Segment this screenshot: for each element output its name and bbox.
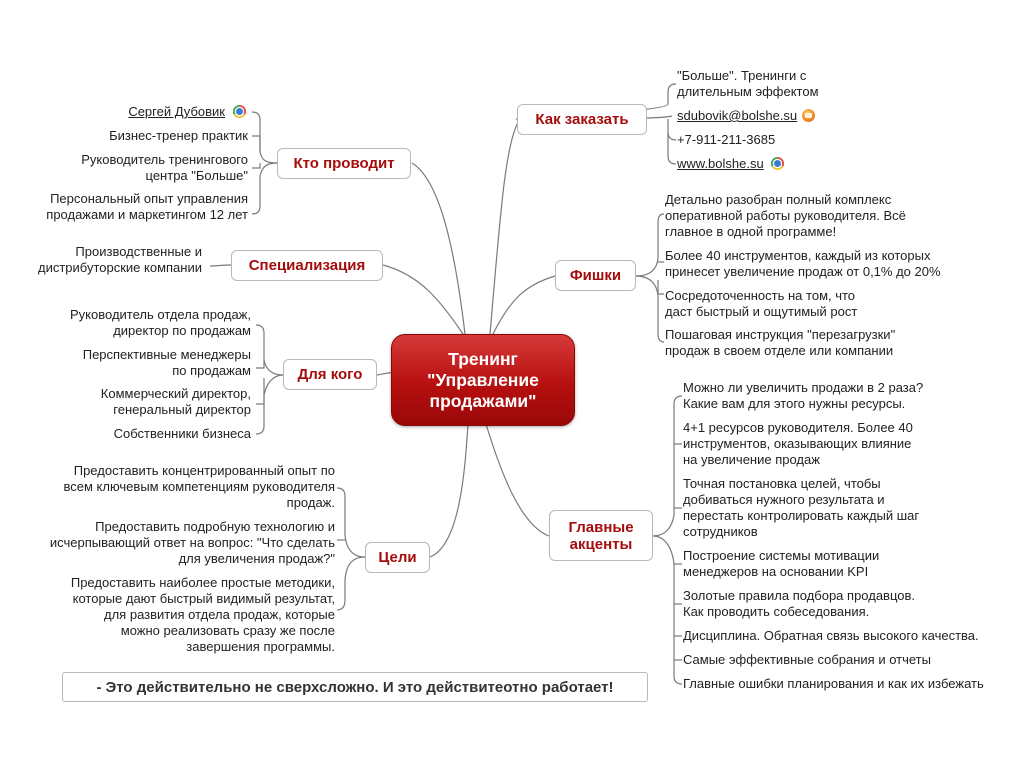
central-topic[interactable]: Тренинг "Управление продажами" [391, 334, 575, 426]
leaf-trainer-name[interactable]: Сергей Дубовик [128, 104, 225, 119]
leaf-accent-8: Главные ошибки планирования и как их избежать [683, 676, 984, 691]
leaf-goal-3: Предоставить наиболее простые методики, которые дают быстрый видимый результат, для развития отдела продаж, которые можно реализовать сразу же после завершения программы. [70, 575, 335, 654]
leaf-business-owners: Собственники бизнеса [113, 426, 251, 441]
leaf-feature-1: Детально разобран полный комплекс оперативной работы руководителя. Всё главное в одной программе! [665, 192, 906, 239]
footer-note-text: - Это действительно не сверхсложно. И это действитеотно работает! [96, 678, 614, 696]
chrome-icon[interactable] [233, 105, 246, 118]
topic-features[interactable]: Фишки [555, 260, 636, 291]
leaf-experience: Персональный опыт управления продажами и маркетингом 12 лет [46, 191, 248, 222]
leaf-accent-3: Точная постановка целей, чтобы добиваться нужного результата и перестать контролировать каждый шаг сотрудников [683, 476, 920, 539]
topic-specialization[interactable]: Специализация [231, 250, 383, 281]
leaf-feature-3: Сосредоточенность на том, что даст быстрый и ощутимый рост [665, 288, 858, 319]
leaf-feature-4: Пошаговая инструкция "перезагрузки" продаж в своем отделе или компании [665, 327, 896, 358]
leaf-goal-1: Предоставить концентрированный опыт по всем ключевым компетенциям руководителя продаж. [63, 463, 335, 510]
leaf-commercial-director: Коммерческий директор, генеральный директор [100, 386, 251, 417]
leaf-accent-1: Можно ли увеличить продажи в 2 раза? Какие вам для этого нужны ресурсы. [683, 380, 924, 411]
topic-for-whom[interactable]: Для кого [283, 359, 377, 390]
leaf-goal-2: Предоставить подробную технологию и исчерпывающий ответ на вопрос: "Что сделать для увеличения продаж?" [49, 519, 335, 566]
topic-goals[interactable]: Цели [365, 542, 430, 573]
leaf-promising-managers: Перспективные менеджеры по продажам [82, 347, 251, 378]
leaf-website[interactable]: www.bolshe.su [677, 156, 764, 171]
topic-how-to-order[interactable]: Как заказать [517, 104, 647, 135]
leaf-center-head: Руководитель тренингового центра "Больше" [81, 152, 248, 183]
leaf-email[interactable]: sdubovik@bolshe.su [677, 108, 798, 123]
leaf-accent-4: Построение системы мотивации менеджеров на основании KPI [683, 548, 880, 579]
leaf-phone: +7-911-211-3685 [677, 132, 776, 147]
leaf-industry: Производственные и дистрибуторские компании [38, 244, 202, 275]
leaf-accent-6: Дисциплина. Обратная связь высокого качества. [683, 628, 979, 643]
topic-who-conducts[interactable]: Кто проводит [277, 148, 411, 179]
mail-icon[interactable] [802, 109, 815, 122]
leaf-business-trainer: Бизнес-тренер практик [109, 128, 248, 143]
leaf-company: "Больше". Тренинги с длительным эффектом [677, 68, 819, 99]
leaf-accent-5: Золотые правила подбора продавцов. Как проводить собеседования. [683, 588, 916, 619]
leaf-accent-7: Самые эффективные собрания и отчеты [683, 652, 931, 667]
leaf-sales-head: Руководитель отдела продаж, директор по продажам [70, 307, 251, 338]
chrome-icon[interactable] [771, 157, 784, 170]
leaf-accent-2: 4+1 ресурсов руководителя. Более 40 инструментов, оказывающих влияние на увеличение продаж [683, 420, 913, 467]
footer-note[interactable] [62, 672, 648, 702]
leaf-feature-2: Более 40 инструментов, каждый из которых принесет увеличение продаж от 0,1% до 20% [665, 248, 941, 279]
topic-main-accents[interactable]: Главные акценты [549, 510, 653, 561]
